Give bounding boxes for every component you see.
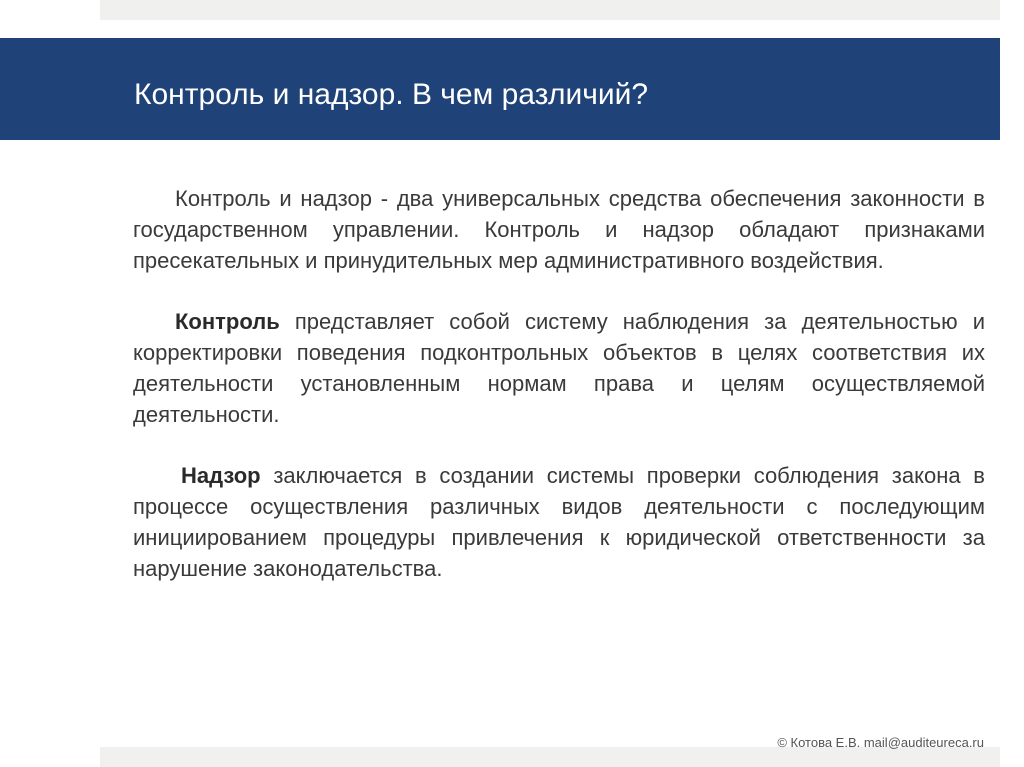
footer-credit: © Котова Е.В. mail@auditeureca.ru — [777, 735, 984, 750]
control-term: Контроль — [175, 309, 280, 334]
intro-paragraph: Контроль и надзор - два универсальных средства обеспечения законности в государственном управлении. Контроль и надзор обладают признаками пресекательных и принудительных мер административного воздействия. — [133, 186, 985, 273]
supervision-definition: заключается в создании системы проверки соблюдения закона в процессе осуществления различных видов деятельности с последующим инициированием процедуры привлечения к юридической ответственности за нарушение законодательства. — [133, 463, 985, 581]
control-paragraph — [133, 306, 985, 430]
supervision-paragraph — [133, 460, 985, 584]
top-strip — [100, 0, 1000, 20]
header-bar — [0, 38, 1000, 140]
control-definition: представляет собой систему наблюдения за деятельностью и корректировки поведения подконтрольных объектов в целях соответствия их деятельности установленным нормам права и целям осуществляемой деятельности. — [133, 309, 985, 427]
slide-body — [133, 183, 985, 584]
slide-title: Контроль и надзор. В чем различий? — [134, 78, 649, 111]
supervision-term: Надзор — [181, 463, 261, 488]
